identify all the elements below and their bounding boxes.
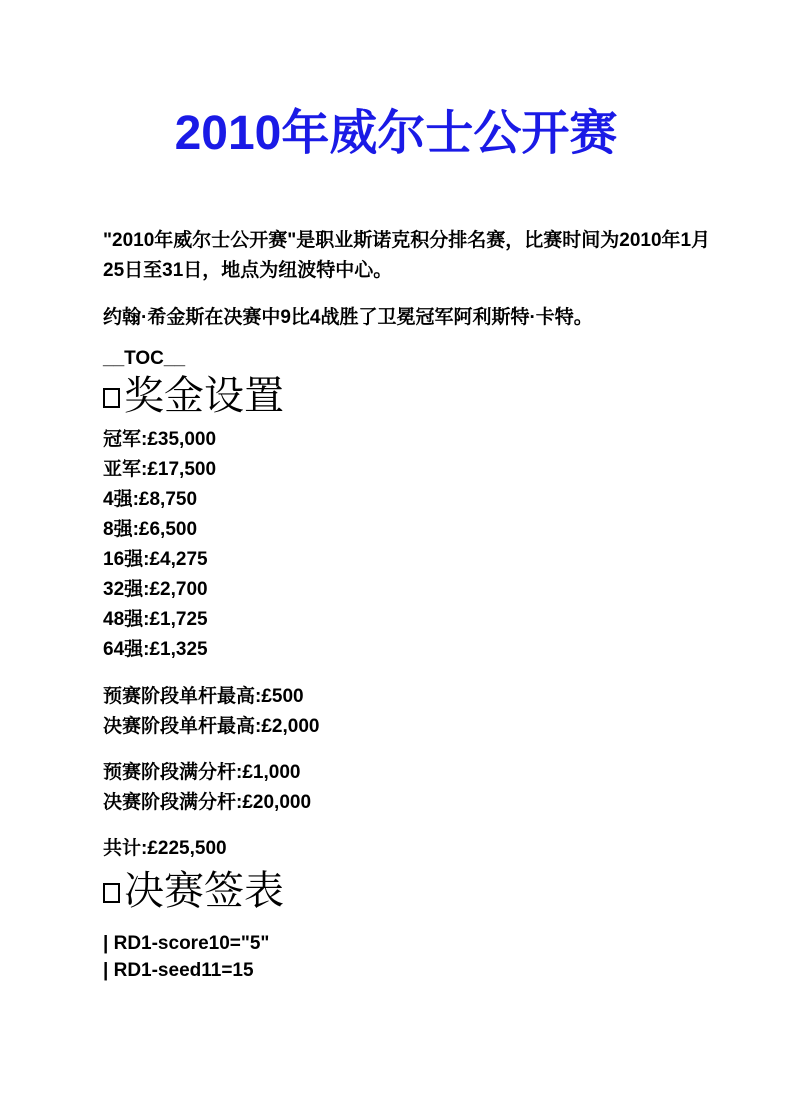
high-break-prizes <box>103 682 723 742</box>
prize-amount: £20,000 <box>242 792 312 813</box>
prize-label: 预赛阶段单杆最高 <box>103 686 256 707</box>
toc-marker: __TOC__ <box>103 348 186 369</box>
prize-line: 8强:£6,500 <box>103 519 198 540</box>
draw-section-heading-text: 决赛签表 <box>124 869 284 913</box>
prize-line: 冠军:£35,000 <box>103 429 217 450</box>
prize-line: 决赛阶段满分杆:£20,000 <box>103 792 312 813</box>
prize-label: 64强 <box>103 639 144 660</box>
prize-line: 决赛阶段单杆最高:£2,000 <box>103 716 320 737</box>
prize-total-amount: £225,500 <box>147 838 227 859</box>
prize-label: 预赛阶段满分杆 <box>103 762 237 783</box>
article-body <box>103 226 723 984</box>
draw-section-heading <box>103 866 723 916</box>
prize-line: 32强:£2,700 <box>103 579 208 600</box>
prize-amount: £2,700 <box>149 579 208 600</box>
prize-label: 16强 <box>103 549 144 570</box>
prize-line: 48强:£1,725 <box>103 609 208 630</box>
prize-amount: £6,500 <box>138 519 198 540</box>
square-bullet-icon <box>103 388 120 408</box>
prize-amount: £500 <box>261 686 304 707</box>
prize-line: 预赛阶段满分杆:£1,000 <box>103 762 301 783</box>
prize-amount: £17,500 <box>147 459 217 480</box>
prize-amount: £1,000 <box>242 762 301 783</box>
prize-rounds-list <box>103 425 723 665</box>
prize-label: 亚军 <box>103 459 142 480</box>
prize-section-heading <box>103 371 723 421</box>
draw-code-line: | RD1-seed11=15 <box>103 960 254 981</box>
draw-code-line: | RD1-score10="5" <box>103 933 270 954</box>
prize-line: 64强:£1,325 <box>103 639 208 660</box>
intro-paragraph-2: 约翰·希金斯在决赛中9比4战胜了卫冕冠军阿利斯特·卡特。 <box>103 307 593 328</box>
prize-label: 冠军 <box>103 429 142 450</box>
square-bullet-icon <box>103 883 120 903</box>
prize-section-heading-text: 奖金设置 <box>124 374 284 418</box>
prize-total <box>103 834 723 864</box>
draw-code-block <box>103 930 723 984</box>
prize-label: 4强 <box>103 489 133 510</box>
prize-line: 预赛阶段单杆最高:£500 <box>103 686 304 707</box>
maximum-break-prizes <box>103 758 723 818</box>
prize-line: 16强:£4,275 <box>103 549 208 570</box>
prize-amount: £1,325 <box>149 639 208 660</box>
prize-amount: £2,000 <box>261 716 320 737</box>
prize-line: 4强:£8,750 <box>103 489 198 510</box>
prize-amount: £4,275 <box>149 549 208 570</box>
prize-label: 决赛阶段单杆最高 <box>103 716 256 737</box>
prize-amount: £1,725 <box>149 609 208 630</box>
intro-paragraph-1: "2010年威尔士公开赛"是职业斯诺克积分排名赛，比赛时间为2010年1月25日至31日，地点为纽波特中心。 <box>103 230 711 281</box>
prize-total-label: 共计 <box>103 838 142 859</box>
prize-label: 32强 <box>103 579 144 600</box>
prize-amount: £8,750 <box>138 489 198 510</box>
prize-label: 8强 <box>103 519 133 540</box>
page-title: 2010年威尔士公开赛 <box>174 107 618 160</box>
prize-label: 决赛阶段满分杆 <box>103 792 237 813</box>
prize-label: 48强 <box>103 609 144 630</box>
prize-total-line: 共计:£225,500 <box>103 838 227 859</box>
prize-line: 亚军:£17,500 <box>103 459 217 480</box>
prize-amount: £35,000 <box>147 429 217 450</box>
